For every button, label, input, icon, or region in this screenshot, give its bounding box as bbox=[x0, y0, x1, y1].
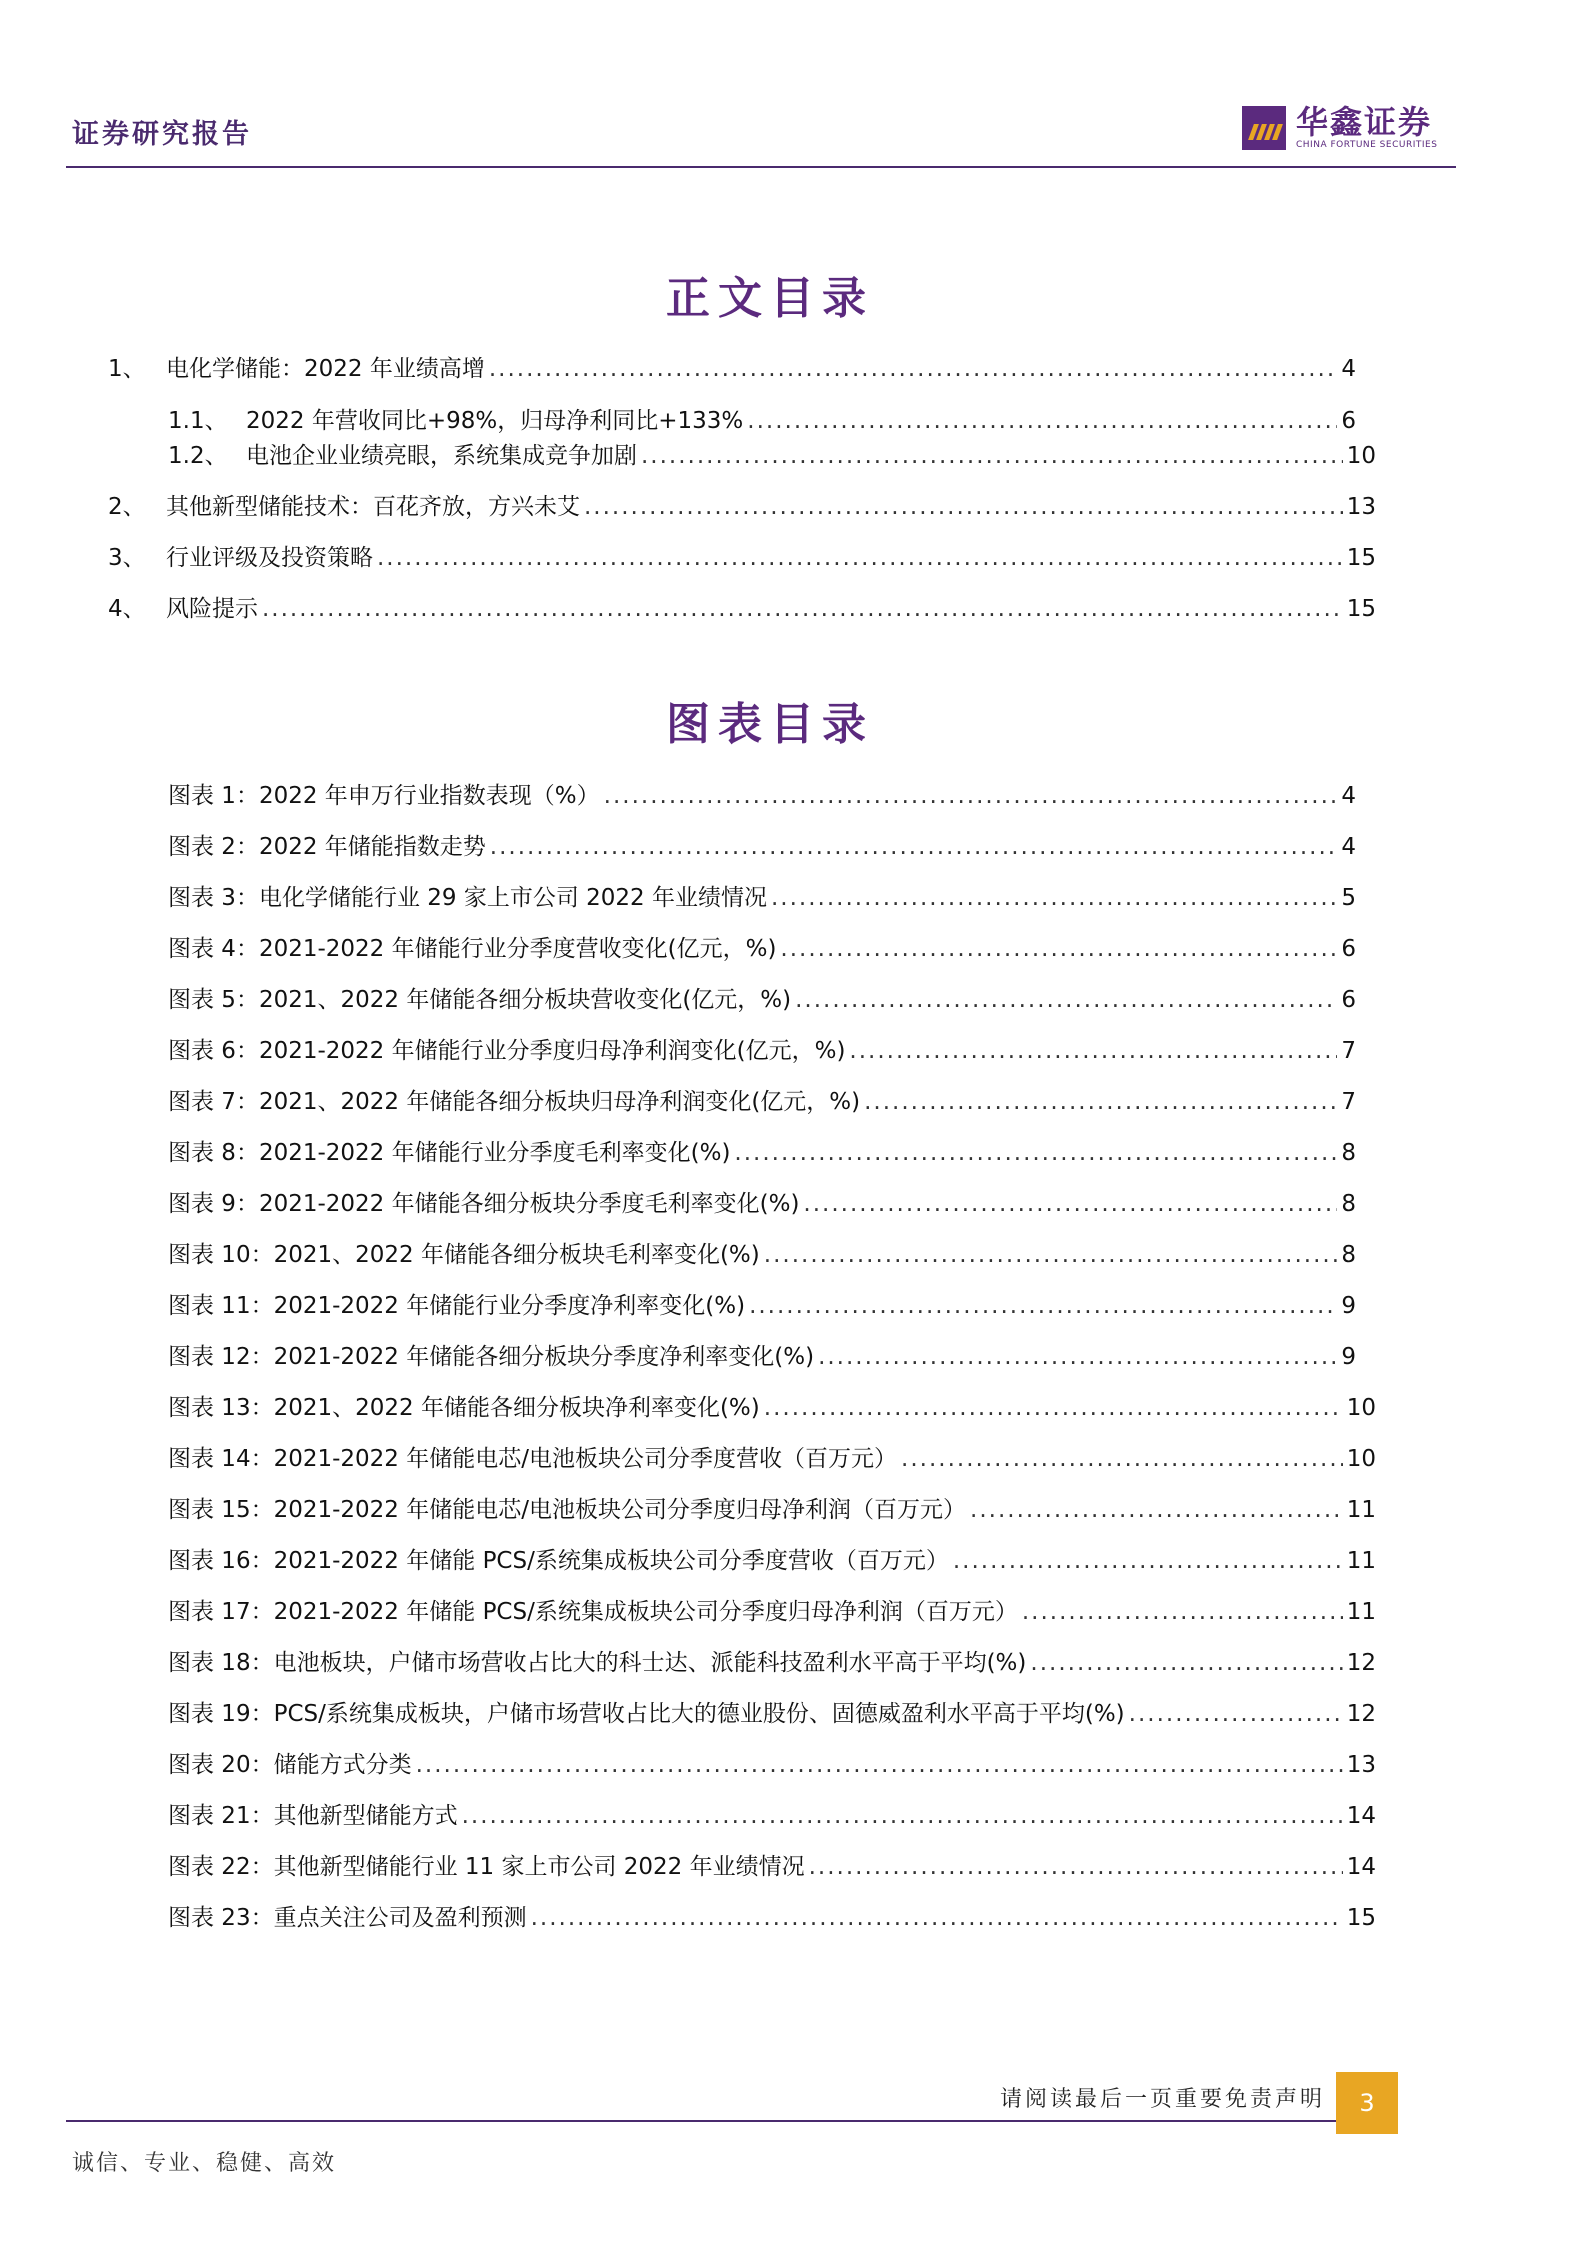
toc-entry[interactable] bbox=[108, 354, 1356, 384]
figure-entry-text: 图表 1：2022 年申万行业指数表现（%） bbox=[168, 783, 600, 809]
figure-entry[interactable] bbox=[168, 1852, 1376, 1882]
figure-entry-page: 14 bbox=[1346, 1803, 1376, 1829]
toc-leader-dots bbox=[531, 1903, 1343, 1933]
figure-entry-text: 图表 16：2021-2022 年储能 PCS/系统集成板块公司分季度营收（百万元） bbox=[168, 1548, 949, 1574]
figure-entry-page: 9 bbox=[1341, 1344, 1356, 1370]
figure-entry[interactable] bbox=[168, 1903, 1376, 1933]
toc-leader-dots bbox=[749, 1291, 1337, 1321]
toc-entry-page: 4 bbox=[1341, 356, 1356, 382]
figure-entry-text: 图表 10：2021、2022 年储能各细分板块毛利率变化(%) bbox=[168, 1242, 760, 1268]
figure-entry-page: 5 bbox=[1341, 885, 1356, 911]
toc-leader-dots bbox=[803, 1189, 1337, 1219]
toc-leader-dots bbox=[1022, 1597, 1343, 1627]
figure-entry-page: 11 bbox=[1346, 1599, 1376, 1625]
toc-leader-dots bbox=[641, 441, 1343, 471]
toc-leader-dots bbox=[970, 1495, 1343, 1525]
figures-list-title: 图表目录 bbox=[666, 699, 874, 750]
toc-entry-page: 13 bbox=[1346, 494, 1376, 520]
toc-leader-dots bbox=[818, 1342, 1337, 1372]
figure-entry-page: 11 bbox=[1346, 1497, 1376, 1523]
figure-entry-page: 7 bbox=[1341, 1089, 1356, 1115]
toc-leader-dots bbox=[764, 1240, 1338, 1270]
figure-entry[interactable] bbox=[168, 1750, 1376, 1780]
toc-leader-dots bbox=[771, 883, 1337, 913]
toc-entry-page: 10 bbox=[1346, 443, 1376, 469]
toc-leader-dots bbox=[462, 1801, 1343, 1831]
logo-mark-icon bbox=[1242, 106, 1286, 150]
figure-entry-text: 图表 21：其他新型储能方式 bbox=[168, 1803, 458, 1829]
toc-entry-text: 电化学储能：2022 年业绩高增 bbox=[166, 356, 485, 382]
toc-leader-dots bbox=[416, 1750, 1343, 1780]
toc-entry[interactable] bbox=[168, 406, 1356, 436]
figure-entry-text: 图表 7：2021、2022 年储能各细分板块归母净利润变化(亿元，%) bbox=[168, 1089, 861, 1115]
figure-entry[interactable] bbox=[168, 1648, 1376, 1678]
toc-leader-dots bbox=[864, 1087, 1337, 1117]
figure-entry[interactable] bbox=[168, 1546, 1376, 1576]
figure-entry-page: 12 bbox=[1346, 1701, 1376, 1727]
figure-entry[interactable] bbox=[168, 1036, 1356, 1066]
toc-entry-number: 3、 bbox=[108, 545, 146, 571]
toc-leader-dots bbox=[795, 985, 1337, 1015]
toc-entry-number: 4、 bbox=[108, 596, 146, 622]
figure-entry-text: 图表 18：电池板块，户储市场营收占比大的科士达、派能科技盈利水平高于平均(%) bbox=[168, 1650, 1027, 1676]
toc-entry-number: 1、 bbox=[108, 356, 146, 382]
figure-entry-page: 10 bbox=[1346, 1446, 1376, 1472]
figure-entry[interactable] bbox=[168, 832, 1356, 862]
toc-leader-dots bbox=[604, 781, 1338, 811]
toc-leader-dots bbox=[809, 1852, 1343, 1882]
figure-entry-text: 图表 9：2021-2022 年储能各细分板块分季度毛利率变化(%) bbox=[168, 1191, 800, 1217]
figure-entry[interactable] bbox=[168, 1087, 1356, 1117]
figure-entry-text: 图表 20：储能方式分类 bbox=[168, 1752, 412, 1778]
toc-entry-text: 风险提示 bbox=[166, 596, 258, 622]
toc-title: 正文目录 bbox=[666, 273, 874, 324]
toc-leader-dots bbox=[901, 1444, 1343, 1474]
header-divider bbox=[66, 166, 1456, 168]
figure-entry-page: 13 bbox=[1346, 1752, 1376, 1778]
toc-entry-number: 2、 bbox=[108, 494, 146, 520]
figure-entry-text: 图表 19：PCS/系统集成板块，户储市场营收占比大的德业股份、固德威盈利水平高于平均(%) bbox=[168, 1701, 1125, 1727]
toc-entry[interactable] bbox=[168, 441, 1376, 471]
toc-entry[interactable] bbox=[108, 543, 1376, 573]
toc-leader-dots bbox=[1129, 1699, 1343, 1729]
toc-entry-page: 6 bbox=[1341, 408, 1356, 434]
toc-leader-dots bbox=[734, 1138, 1337, 1168]
figure-entry[interactable] bbox=[168, 1291, 1356, 1321]
figure-entry[interactable] bbox=[168, 985, 1356, 1015]
logo-chinese-name: 华鑫证券 bbox=[1296, 103, 1433, 141]
toc-leader-dots bbox=[764, 1393, 1343, 1423]
figure-entry[interactable] bbox=[168, 1393, 1376, 1423]
report-type-label: 证券研究报告 bbox=[72, 119, 252, 150]
toc-entry-text: 2022 年营收同比+98%，归母净利同比+133% bbox=[246, 408, 744, 434]
figure-entry-page: 14 bbox=[1346, 1854, 1376, 1880]
company-logo bbox=[1242, 104, 1437, 152]
figure-entry-text: 图表 22：其他新型储能行业 11 家上市公司 2022 年业绩情况 bbox=[168, 1854, 805, 1880]
page-number: 3 bbox=[1336, 2072, 1398, 2134]
company-slogan: 诚信、专业、稳健、高效 bbox=[72, 2151, 337, 2176]
toc-leader-dots bbox=[262, 594, 1343, 624]
figure-entry-page: 9 bbox=[1341, 1293, 1356, 1319]
figure-entry[interactable] bbox=[168, 1444, 1376, 1474]
toc-entry-number: 1.1、 bbox=[168, 408, 228, 434]
toc-leader-dots bbox=[489, 354, 1338, 384]
figure-entry-page: 15 bbox=[1346, 1905, 1376, 1931]
figure-entry-text: 图表 11：2021-2022 年储能行业分季度净利率变化(%) bbox=[168, 1293, 746, 1319]
toc-entry-page: 15 bbox=[1346, 545, 1376, 571]
figure-entry-page: 11 bbox=[1346, 1548, 1376, 1574]
toc-leader-dots bbox=[780, 934, 1337, 964]
toc-entry-text: 其他新型储能技术：百花齐放，方兴未艾 bbox=[166, 494, 580, 520]
figure-entry-page: 4 bbox=[1341, 834, 1356, 860]
figure-entry-text: 图表 6：2021-2022 年储能行业分季度归母净利润变化(亿元，%) bbox=[168, 1038, 846, 1064]
figure-entry-text: 图表 5：2021、2022 年储能各细分板块营收变化(亿元，%) bbox=[168, 987, 792, 1013]
figure-entry-page: 6 bbox=[1341, 987, 1356, 1013]
figure-entry[interactable] bbox=[168, 883, 1356, 913]
disclaimer-notice: 请阅读最后一页重要免责声明 bbox=[1000, 2087, 1326, 2112]
figure-entry-text: 图表 15：2021-2022 年储能电芯/电池板块公司分季度归母净利润（百万元） bbox=[168, 1497, 967, 1523]
toc-leader-dots bbox=[377, 543, 1343, 573]
figure-entry-page: 10 bbox=[1346, 1395, 1376, 1421]
figure-entry-text: 图表 2：2022 年储能指数走势 bbox=[168, 834, 486, 860]
toc-entry-number: 1.2、 bbox=[168, 443, 228, 469]
figure-entry-text: 图表 14：2021-2022 年储能电芯/电池板块公司分季度营收（百万元） bbox=[168, 1446, 898, 1472]
figure-entry-text: 图表 13：2021、2022 年储能各细分板块净利率变化(%) bbox=[168, 1395, 760, 1421]
toc-leader-dots bbox=[490, 832, 1338, 862]
figure-entry-text: 图表 17：2021-2022 年储能 PCS/系统集成板块公司分季度归母净利润（百万元） bbox=[168, 1599, 1018, 1625]
figure-entry[interactable] bbox=[168, 1138, 1356, 1168]
figure-entry[interactable] bbox=[168, 1189, 1356, 1219]
figure-entry[interactable] bbox=[168, 1801, 1376, 1831]
toc-entry[interactable] bbox=[108, 492, 1376, 522]
toc-leader-dots bbox=[747, 406, 1337, 436]
figure-entry[interactable] bbox=[168, 1342, 1356, 1372]
figure-entry-text: 图表 4：2021-2022 年储能行业分季度营收变化(亿元，%) bbox=[168, 936, 777, 962]
figure-entry-page: 8 bbox=[1341, 1242, 1356, 1268]
figure-entry-text: 图表 12：2021-2022 年储能各细分板块分季度净利率变化(%) bbox=[168, 1344, 815, 1370]
figure-entry-text: 图表 8：2021-2022 年储能行业分季度毛利率变化(%) bbox=[168, 1140, 731, 1166]
figure-entry[interactable] bbox=[168, 1495, 1376, 1525]
toc-leader-dots bbox=[849, 1036, 1337, 1066]
footer-divider bbox=[66, 2120, 1336, 2122]
figure-entry[interactable] bbox=[168, 1597, 1376, 1627]
toc-leader-dots bbox=[584, 492, 1343, 522]
figure-entry-page: 8 bbox=[1341, 1140, 1356, 1166]
figure-entry-page: 8 bbox=[1341, 1191, 1356, 1217]
figure-entry-page: 6 bbox=[1341, 936, 1356, 962]
toc-entry-text: 行业评级及投资策略 bbox=[166, 545, 373, 571]
toc-entry-page: 15 bbox=[1346, 596, 1376, 622]
toc-leader-dots bbox=[1030, 1648, 1342, 1678]
figure-entry-page: 4 bbox=[1341, 783, 1356, 809]
logo-english-name: CHINA FORTUNE SECURITIES bbox=[1296, 140, 1438, 150]
figure-entry[interactable] bbox=[168, 781, 1356, 811]
figure-entry-page: 7 bbox=[1341, 1038, 1356, 1064]
toc-leader-dots bbox=[953, 1546, 1343, 1576]
figure-entry-text: 图表 3：电化学储能行业 29 家上市公司 2022 年业绩情况 bbox=[168, 885, 767, 911]
figure-entry-page: 12 bbox=[1346, 1650, 1376, 1676]
toc-entry-text: 电池企业业绩亮眼，系统集成竞争加剧 bbox=[246, 443, 637, 469]
figure-entry[interactable] bbox=[168, 1699, 1376, 1729]
figure-entry-text: 图表 23：重点关注公司及盈利预测 bbox=[168, 1905, 527, 1931]
figure-entry[interactable] bbox=[168, 1240, 1356, 1270]
toc-entry[interactable] bbox=[108, 594, 1376, 624]
figure-entry[interactable] bbox=[168, 934, 1356, 964]
